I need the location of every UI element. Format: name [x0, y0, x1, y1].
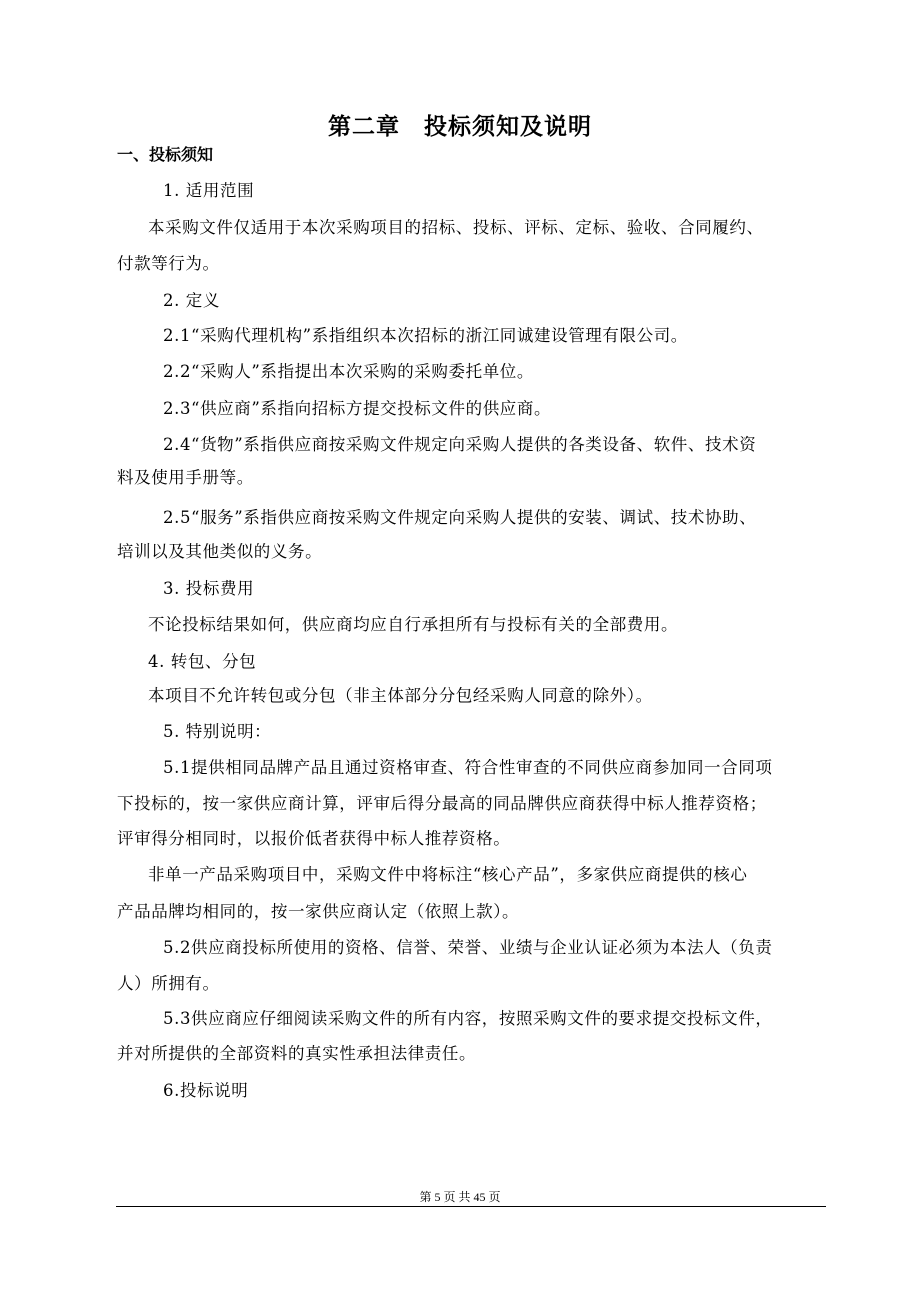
paragraph-line: 非单一产品采购项目中，采购文件中将标注“核心产品”，多家供应商提供的核心 [148, 865, 748, 884]
page-number: 第 5 页 共 45 页 [419, 1190, 501, 1204]
paragraph-line: 2.3“供应商”系指向招标方提交投标文件的供应商。 [163, 399, 552, 418]
paragraph-line: 3. 投标费用 [163, 579, 255, 598]
paragraph-line: 并对所提供的全部资料的真实性承担法律责任。 [117, 1044, 477, 1063]
paragraph-line: 2.1“采购代理机构”系指组织本次招标的浙江同诚建设管理有限公司。 [163, 326, 688, 345]
paragraph-line: 5. 特别说明： [163, 722, 272, 741]
paragraph-line: 评审得分相同时，以报价低者获得中标人推荐资格。 [117, 829, 511, 848]
paragraph-line: 6.投标说明 [163, 1081, 249, 1100]
paragraph-line: 2.2“采购人”系指提出本次采购的采购委托单位。 [163, 362, 535, 381]
paragraph-line: 本采购文件仅适用于本次采购项目的招标、投标、评标、定标、验收、合同履约、 [148, 218, 764, 237]
paragraph-line: 料及使用手册等。 [117, 468, 254, 487]
paragraph-line: 2.5“服务”系指供应商按采购文件规定向采购人提供的安装、调试、技术协助、 [163, 508, 757, 527]
paragraph-line: 下投标的，按一家供应商计算，评审后得分最高的同品牌供应商获得中标人推荐资格； [117, 794, 767, 813]
paragraph-line: 2. 定义 [163, 291, 220, 310]
chapter-title: 第二章 投标须知及说明 [328, 114, 592, 140]
paragraph-line: 5.1提供相同品牌产品且通过资格审查、符合性审查的不同供应商参加同一合同项 [163, 758, 773, 777]
paragraph-line: 产品品牌均相同的，按一家供应商认定（依照上款）。 [117, 902, 520, 921]
paragraph-line: 不论投标结果如何，供应商均应自行承担所有与投标有关的全部费用。 [148, 615, 679, 634]
paragraph-line: 5.3供应商应仔细阅读采购文件的所有内容，按照采购文件的要求提交投标文件， [163, 1009, 773, 1028]
paragraph-line: 培训以及其他类似的义务。 [117, 542, 323, 561]
paragraph-line: 1. 适用范围 [163, 181, 255, 200]
paragraph-line: 人）所拥有。 [117, 974, 220, 993]
paragraph-line: 5.2供应商投标所使用的资格、信誉、荣誉、业绩与企业认证必须为本法人（负责 [163, 938, 773, 957]
paragraph-line: 付款等行为。 [117, 254, 220, 273]
section-heading: 一、投标须知 [117, 145, 214, 164]
paragraph-line: 本项目不允许转包或分包（非主体部分分包经采购人同意的除外）。 [148, 686, 653, 705]
footer-divider [116, 1206, 826, 1207]
paragraph-line: 2.4“货物”系指供应商按采购文件规定向采购人提供的各类设备、软件、技术资 [163, 435, 757, 454]
paragraph-line: 4. 转包、分包 [148, 652, 257, 671]
